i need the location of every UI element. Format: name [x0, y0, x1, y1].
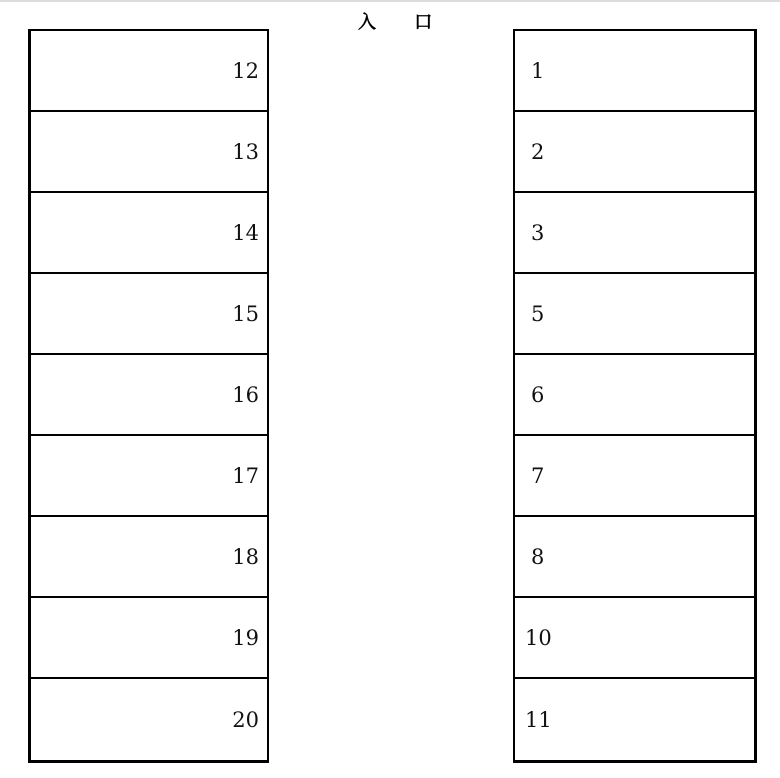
stall-5 [515, 274, 754, 355]
stall-1 [515, 31, 754, 112]
stall-number: 5 [531, 301, 545, 326]
stall-number: 6 [531, 382, 545, 407]
stall-11 [515, 679, 754, 760]
stall-7 [515, 436, 754, 517]
stall-number: 2 [531, 139, 545, 164]
top-divider [0, 0, 780, 2]
stall-number: 1 [531, 58, 545, 83]
stall-number: 16 [232, 382, 259, 407]
stall-number: 8 [531, 544, 545, 569]
stall-15 [31, 274, 267, 355]
stall-number: 10 [525, 625, 552, 650]
stall-3 [515, 193, 754, 274]
stall-16 [31, 355, 267, 436]
stall-number: 12 [232, 58, 259, 83]
left-stall-column [28, 29, 269, 763]
stall-number: 14 [232, 220, 259, 245]
stall-number: 15 [232, 301, 259, 326]
stall-13 [31, 112, 267, 193]
stall-19 [31, 598, 267, 679]
entrance-label: 入 口 [358, 12, 449, 33]
stall-8 [515, 517, 754, 598]
stall-14 [31, 193, 267, 274]
stall-number: 19 [232, 625, 259, 650]
stall-number: 13 [232, 139, 259, 164]
stall-10 [515, 598, 754, 679]
stall-number: 20 [232, 707, 259, 732]
stall-number: 7 [531, 463, 545, 488]
stall-2 [515, 112, 754, 193]
stall-18 [31, 517, 267, 598]
stall-number: 17 [232, 463, 259, 488]
stall-number: 3 [531, 220, 545, 245]
right-stall-column [513, 29, 757, 763]
stall-number: 11 [525, 707, 552, 732]
stall-20 [31, 679, 267, 760]
stall-6 [515, 355, 754, 436]
stall-12 [31, 31, 267, 112]
stall-17 [31, 436, 267, 517]
stall-number: 18 [232, 544, 259, 569]
